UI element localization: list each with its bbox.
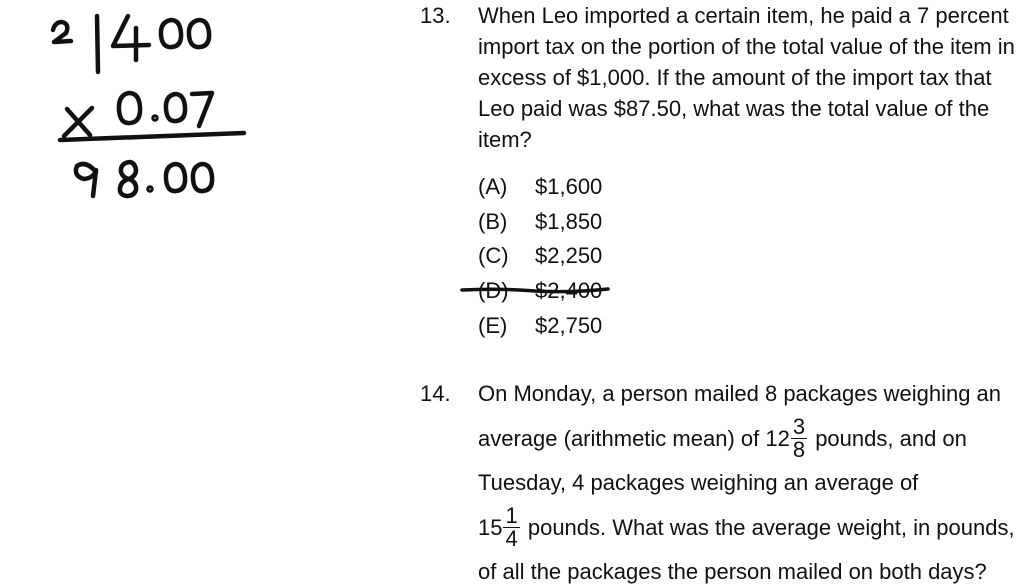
- scratch-digit-4: [113, 16, 149, 60]
- fraction-numerator: 1: [505, 502, 518, 528]
- choice-value: $2,400: [535, 278, 603, 303]
- strikethrough-mark: [460, 283, 610, 297]
- question-14-line-2: [478, 409, 1018, 467]
- question-14-line-2-end: pounds, and on: [809, 425, 967, 451]
- scratch-times-sign: [64, 108, 92, 136]
- choice-value: $2,250: [535, 243, 603, 268]
- scratch-digit-0-c: [119, 93, 140, 123]
- question-14-line-4-end: pounds. What was the average weight, in pounds,: [521, 514, 1015, 540]
- choice-value: $2,750: [535, 313, 603, 338]
- scratch-digit-0-a: [161, 20, 181, 47]
- fraction-denominator: 8: [792, 436, 806, 462]
- question-13-number: 13.: [420, 3, 451, 28]
- question-14-line-1: On Monday, a person mailed 8 packages weighing an: [478, 381, 1002, 406]
- scratch-digit-7: [192, 93, 212, 126]
- scratch-digit-0-d: [166, 94, 185, 121]
- scratch-digit-0-e: [166, 164, 185, 191]
- question-13-text: When Leo imported a certain item, he paid a 7 percent import tax on the portion of the total value of the item in excess of $1,000. If the amount of the import tax that Leo paid was $87.50, what was the total value of the item?: [478, 3, 1015, 152]
- scratch-digit-0-f: [193, 164, 212, 191]
- question-14-text: [478, 378, 1018, 587]
- choice-letter: (B): [478, 209, 508, 234]
- fraction-denominator: 4: [505, 525, 518, 551]
- choice-letter: (E): [478, 313, 508, 338]
- question-14-line-4: [478, 498, 1018, 556]
- mixed-fraction-3-8: [791, 413, 807, 462]
- scratch-digit-0-b: [189, 20, 209, 47]
- scratch-decimal-point-a: [154, 117, 157, 120]
- question-14-number: 14.: [420, 381, 451, 406]
- choice-value: $1,600: [535, 174, 603, 199]
- question-14-line-2-start: average (arithmetic mean) of 12: [478, 425, 790, 451]
- choice-value: $1,850: [535, 209, 603, 234]
- choice-letter: (D): [478, 278, 509, 303]
- scratch-division-bar: [97, 16, 98, 72]
- scratch-digit-8: [120, 162, 136, 196]
- scratch-digit-9: [76, 164, 96, 196]
- scratch-digit-2: [53, 22, 71, 42]
- fraction-numerator: 3: [792, 413, 806, 439]
- scratch-decimal-point-b: [149, 188, 152, 191]
- question-14: [420, 378, 1020, 584]
- question-14-line-3: Tuesday, 4 packages weighing an average of: [478, 470, 919, 495]
- choice-letter: (C): [478, 243, 509, 268]
- mixed-fraction-1-4: [503, 502, 519, 551]
- question-14-line-4-start: 15: [478, 514, 503, 540]
- question-14-line-5: of all the packages the person mailed on both days?: [478, 559, 987, 584]
- handwritten-scratch-work: [0, 0, 380, 250]
- choice-letter: (A): [478, 174, 508, 199]
